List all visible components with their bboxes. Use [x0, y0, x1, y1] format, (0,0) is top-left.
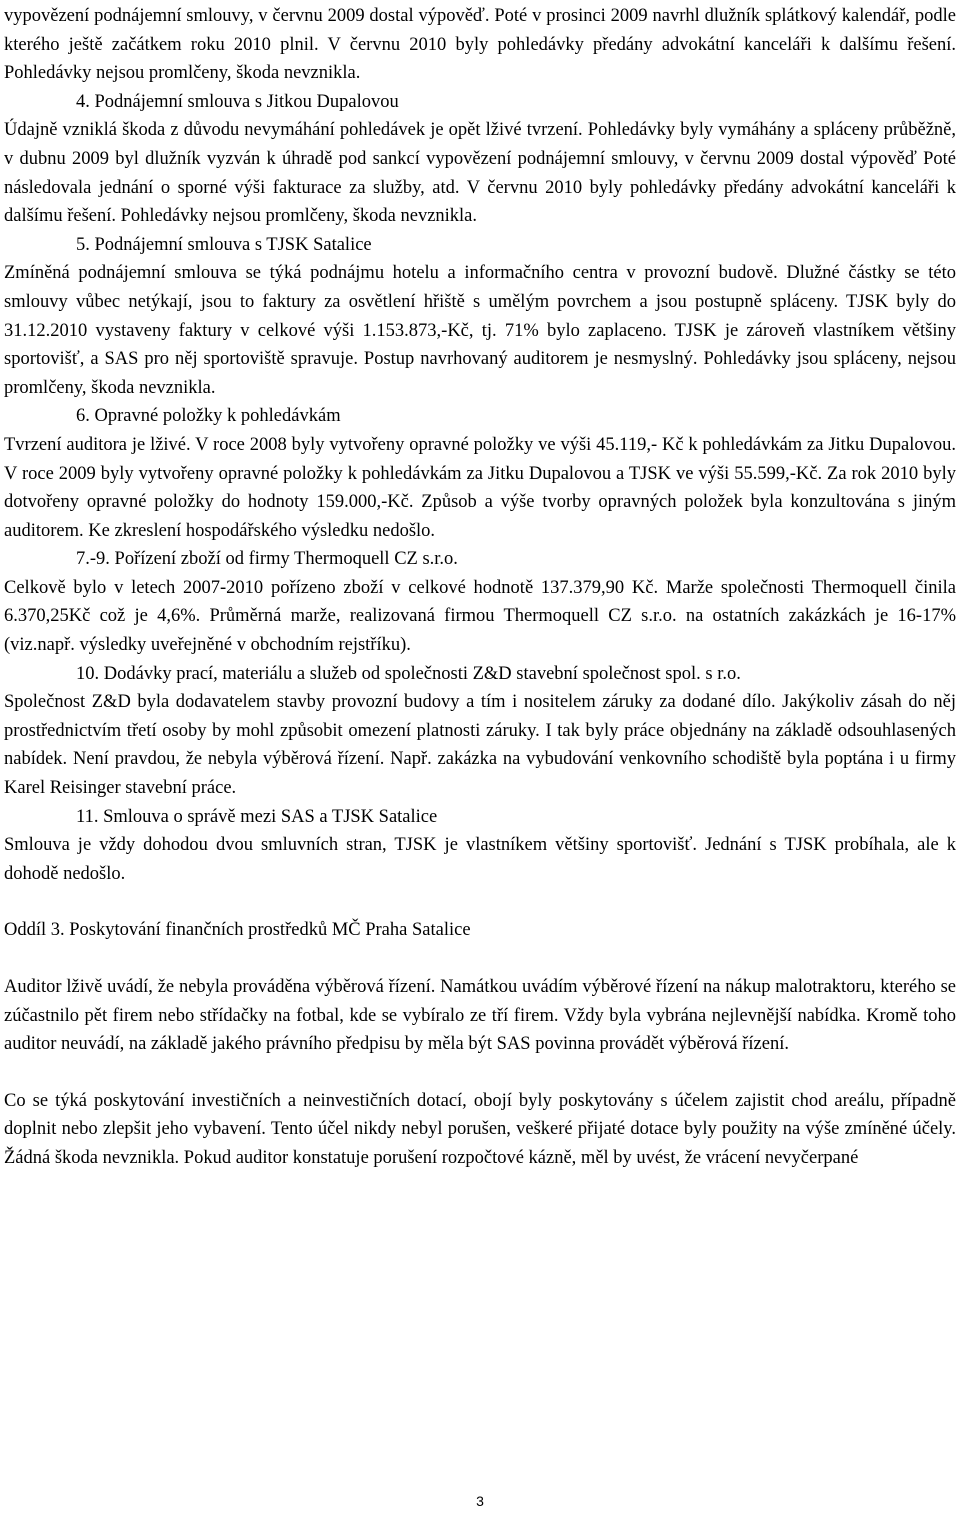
paragraph-item-5: Zmíněná podnájemní smlouva se týká podnájmu hotelu a informačního centra v provozní budově. Dlužné částky se této smlouvy vůbec netýkají, jsou to faktury za osvětlení hřiště s umělým povrchem a jsou postupně spláceny. TJSK byly do 31.12.2010 vystaveny faktury v celkové výši 1.153.873,-Kč, tj. 71% bylo zaplaceno. TJSK je zároveň vlastníkem většiny sportovišť, a SAS pro něj sportoviště spravuje. Postup navrhovaný auditorem je nesmyslný. Pohledávky jsou spláceny, nejsou promlčeny, škoda nevznikla. [4, 263, 956, 398]
paragraph-item-6: Tvrzení auditora je lživé. V roce 2008 byly vytvořeny opravné položky ve výši 45.119,- Kč k pohledávkám za Jitku Dupalovou. V roce 2009 byly vytvořeny opravné položky k pohledávkám za Jitku Dupalovou a TJSK ve výši 55.599,-Kč. Za rok 2010 byly dotvořeny opravné položky do hodnoty 159.000,-Kč. Způsob a výše tvorby opravných položek byla konzultována s jiným auditorem. Ke zkreslení hospodářského výsledku nedošlo. [4, 434, 956, 541]
spacer [4, 1059, 956, 1087]
heading-item-6: 6. Opravné položky k pohledávkám [76, 406, 341, 427]
paragraph-continuation: vypovězení podnájemní smlouvy, v červnu 2009 dostal výpověď. Poté v prosinci 2009 navrhl dlužník splátkový kalendář, podle kterého ještě začátkem roku 2010 plnil. V červnu 2010 byly pohledávky předány advokátní kanceláři k dalšímu řešení. Pohledávky nejsou promlčeny, škoda nevznikla. [4, 6, 956, 84]
spacer [4, 945, 956, 973]
section-heading-oddil-3: Oddíl 3. Poskytování finančních prostředků MČ Praha Satalice [4, 920, 471, 941]
heading-item-7-9: 7.-9. Pořízení zboží od firmy Thermoquell CZ s.r.o. [76, 549, 458, 570]
paragraph-subsidies: Co se týká poskytování investičních a neinvestičních dotací, obojí byly poskytovány s účelem zajistit chod areálu, případně doplnit nebo zlepšit jeho vybavení. Tento účel nikdy nebyl porušen, veškeré přijaté dotace byly použity na výše zmíněné účely. Žádná škoda nevznikla. Pokud auditor konstatuje porušení rozpočtové kázně, měl by uvést, že vrácení nevyčerpané [4, 1090, 956, 1168]
paragraph-item-7-9: Celkově bylo v letech 2007-2010 pořízeno zboží v celkové hodnotě 137.379,90 Kč. Marže společnosti Thermoquell činila 6.370,25Kč což je 4,6%. Průměrná marže, realizovaná firmou Thermoquell CZ s.r.o. na ostatních zakázkách je 16-17% (viz.např. výsledky uveřejněné v obchodním rejstříku). [4, 577, 956, 656]
heading-item-4: 4. Podnájemní smlouva s Jitkou Dupalovou [76, 91, 399, 112]
page-number: 3 [476, 1493, 484, 1509]
paragraph-item-4: Údajně vzniklá škoda z důvodu nevymáhání pohledávek je opět lživé tvrzení. Pohledávky byly vymáhány a spláceny průběžně, v dubnu 2009 byl dlužník vyzván k úhradě pod sankcí vypovězení podnájemní smlouvy, v červnu 2009 dostal výpověď Poté následovala jednání o sporné výši fakturace za služby, atd. V červnu 2010 byly pohledávky předány advokátní kanceláři k dalšímu řešení. Pohledávky nejsou promlčeny, škoda nevznikla. [4, 120, 956, 227]
paragraph-item-10: Společnost Z&D byla dodavatelem stavby provozní budovy a tím i nositelem záruky za dodané dílo. Jakýkoliv zásah do něj prostřednictvím třetí osoby by mohl způsobit omezení platnosti záruky. I tak byly práce objednány na základě odsouhlasených nabídek. Není pravdou, že nebyla výběrová řízení. Např. zakázka na vybudování venkovního schodiště byla poptána i u firmy Karel Reisinger stavební práce. [4, 692, 956, 799]
heading-item-11: 11. Smlouva o správě mezi SAS a TJSK Satalice [76, 806, 438, 827]
heading-item-5: 5. Podnájemní smlouva s TJSK Satalice [76, 234, 372, 255]
spacer [4, 888, 956, 916]
heading-item-10: 10. Dodávky prací, materiálu a služeb od společnosti Z&D stavební společnost spol. s r.o. [76, 663, 741, 684]
paragraph-item-11: Smlouva je vždy dohodou dvou smluvních stran, TJSK je vlastníkem většiny sportovišť. Jednání s TJSK probíhala, ale k dohodě nedošlo. [4, 835, 956, 884]
paragraph-auditor-tenders: Auditor lživě uvádí, že nebyla prováděna výběrová řízení. Namátkou uvádím výběrové řízení na nákup malotraktoru, kterého se zúčastnilo pět firem nebo střídačky na fotbal, kde se vybíralo ze tří firem. Vždy byla vybrána nejlevnější nabídka. Kromě toho auditor neuvádí, na základě jakého právního předpisu by měla být SAS povinna provádět výběrová řízení. [4, 977, 956, 1055]
